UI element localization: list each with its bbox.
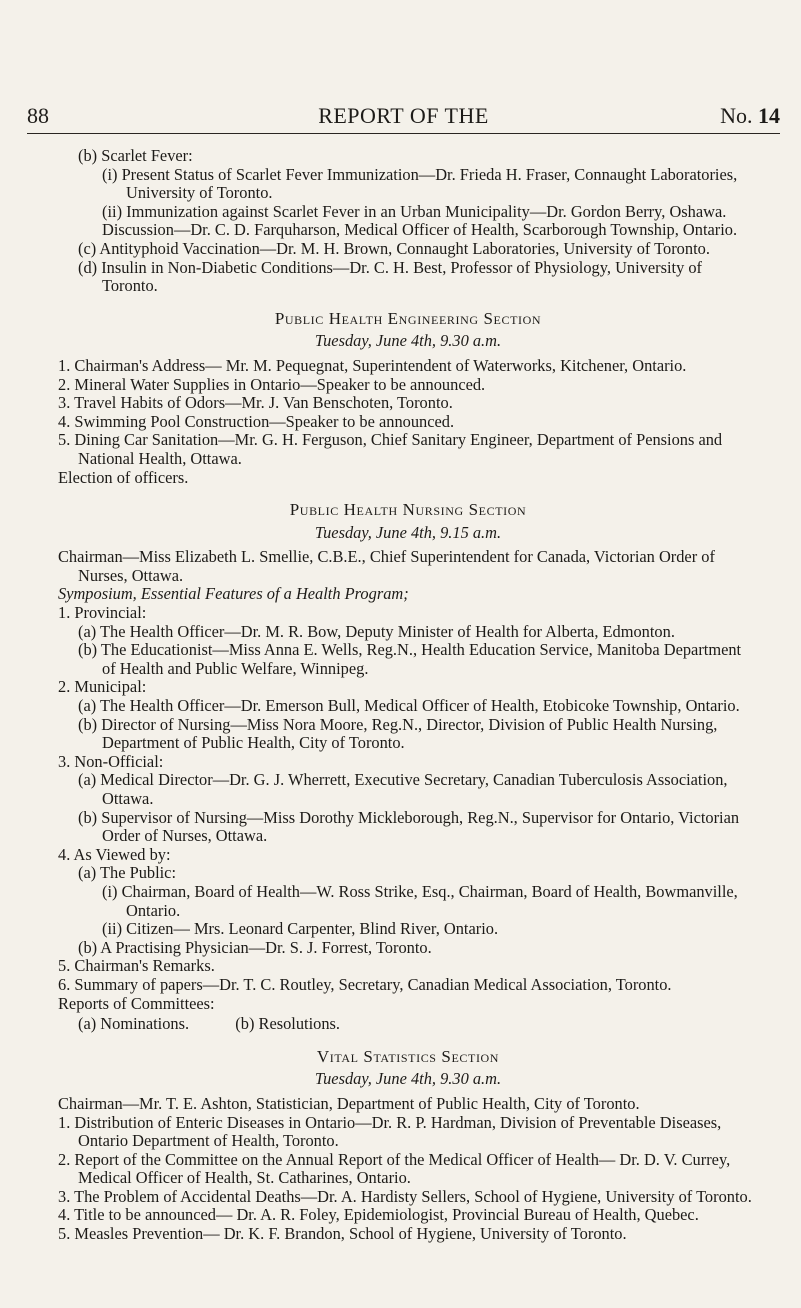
antityphoid-item: (c) Antityphoid Vaccination—Dr. M. H. Brown, Connaught Laboratories, University of Toronto. (78, 238, 710, 258)
viewed-item-b: (b) A Practising Physician—Dr. S. J. Forrest, Toronto. (78, 937, 432, 957)
resolutions: (b) Resolutions. (235, 1014, 341, 1034)
issue-no-label: No. (720, 103, 753, 128)
scarlet-item-ii: (ii) Immunization against Scarlet Fever in an Urban Municipality—Dr. Gordon Berry, Oshawa. (102, 201, 727, 221)
viewed-by-heading: 4. As Viewed by: (58, 844, 171, 864)
scarlet-fever-heading: (b) Scarlet Fever: (78, 146, 193, 165)
nursing-chairman: Chairman—Miss Elizabeth L. Smellie, C.B.E., Chief Superintendent for Canada, Victorian Order of Nurses, Ottawa. (58, 547, 715, 585)
document-body (58, 147, 758, 1244)
non-official-item-a: (a) Medical Director—Dr. G. J. Wherrett, Executive Secretary, Canadian Tuberculosis Association, Ottawa. (78, 770, 728, 808)
vital-item: 4. Title to be announced— Dr. A. R. Foley, Epidemiologist, Provincial Bureau of Health, Quebec. (58, 1205, 699, 1225)
issue-number (720, 103, 780, 129)
engineering-item: 4. Swimming Pool Construction—Speaker to be announced. (58, 411, 455, 431)
engineering-item: 1. Chairman's Address— Mr. M. Pequegnat, Superintendent of Waterworks, Kitchener, Ontario. (58, 355, 687, 375)
viewed-item-a: (a) The Public: (78, 863, 177, 883)
nursing-date: Tuesday, June 4th, 9.15 a.m. (314, 522, 502, 542)
running-title: REPORT OF THE (318, 103, 489, 128)
provincial-item-a: (a) The Health Officer—Dr. M. R. Bow, Deputy Minister of Health for Alberta, Edmonton. (78, 621, 675, 641)
scarlet-discussion: Discussion—Dr. C. D. Farquharson, Medical Officer of Health, Scarborough Township, Ontario. (102, 220, 738, 240)
insulin-item: (d) Insulin in Non-Diabetic Conditions—Dr. C. H. Best, Professor of Physiology, University of Toronto. (78, 257, 703, 296)
symposium-heading: Symposium, Essential Features of a Health Program; (58, 584, 409, 604)
municipal-item-a: (a) The Health Officer—Dr. Emerson Bull, Medical Officer of Health, Etobicoke Township, Ontario. (78, 696, 740, 716)
vital-chairman: Chairman—Mr. T. E. Ashton, Statistician, Department of Public Health, City of Toronto. (58, 1093, 640, 1113)
scarlet-item-i: (i) Present Status of Scarlet Fever Immunization—Dr. Frieda H. Fraser, Connaught Laboratories, University of Toronto. (102, 164, 738, 203)
summary-of-papers: 6. Summary of papers—Dr. T. C. Routley, Secretary, Canadian Medical Association, Toronto. (58, 974, 672, 994)
page-header (27, 103, 780, 134)
provincial-heading: 1. Provincial: (58, 603, 147, 623)
engineering-item: 5. Dining Car Sanitation—Mr. G. H. Ferguson, Chief Sanitary Engineer, Department of Pensions and National Health, Ottawa. (58, 430, 723, 468)
vital-date: Tuesday, June 4th, 9.30 a.m. (314, 1069, 502, 1089)
viewed-item-a-i: (i) Chairman, Board of Health—W. Ross Strike, Esq., Chairman, Board of Health, Bowmanville, Ontario. (102, 881, 738, 920)
vital-section-title: Vital Statistics Section (316, 1046, 500, 1066)
vital-item: 1. Distribution of Enteric Diseases in Ontario—Dr. R. P. Hardman, Division of Preventable Diseases, Ontario Department of Health, Toronto. (58, 1112, 722, 1151)
nursing-section-title: Public Health Nursing Section (289, 500, 527, 520)
engineering-section-title: Public Health Engineering Section (274, 308, 542, 328)
non-official-heading: 3. Non-Official: (58, 751, 164, 771)
vital-item: 5. Measles Prevention— Dr. K. F. Brandon, School of Hygiene, University of Toronto. (58, 1224, 627, 1244)
provincial-item-b: (b) The Educationist—Miss Anna E. Wells, Reg.N., Health Education Service, Manitoba Department of Health and Public Welfare, Winnipeg. (78, 640, 742, 678)
municipal-item-b: (b) Director of Nursing—Miss Nora Moore, Reg.N., Director, Division of Public Health Nursing, Department of Public Health, City of Toronto. (78, 714, 718, 753)
election-of-officers: Election of officers. (58, 467, 189, 487)
committee-list (58, 1015, 758, 1034)
engineering-item: 3. Travel Habits of Odors—Mr. J. Van Benschoten, Toronto. (58, 393, 453, 413)
engineering-date: Tuesday, June 4th, 9.30 a.m. (314, 331, 502, 351)
vital-item: 2. Report of the Committee on the Annual Report of the Medical Officer of Health— Dr. D. V. Currey, Medical Officer of Health, St. Catharines, Ontario. (58, 1149, 731, 1188)
nominations: (a) Nominations. (78, 1014, 190, 1034)
viewed-item-a-ii: (ii) Citizen— Mrs. Leonard Carpenter, Blind River, Ontario. (102, 919, 499, 939)
non-official-item-b: (b) Supervisor of Nursing—Miss Dorothy Mickleborough, Reg.N., Supervisor for Ontario, Victorian Order of Nurses, Ottawa. (78, 807, 740, 846)
chairmans-remarks: 5. Chairman's Remarks. (58, 956, 215, 976)
vital-item: 3. The Problem of Accidental Deaths—Dr. A. Hardisty Sellers, School of Hygiene, University of Toronto. (58, 1186, 752, 1206)
municipal-heading: 2. Municipal: (58, 677, 147, 697)
reports-of-committees: Reports of Committees: (58, 993, 215, 1013)
issue-no-value: 14 (758, 103, 780, 128)
page-number: 88 (27, 103, 49, 128)
engineering-item: 2. Mineral Water Supplies in Ontario—Speaker to be announced. (58, 374, 486, 394)
